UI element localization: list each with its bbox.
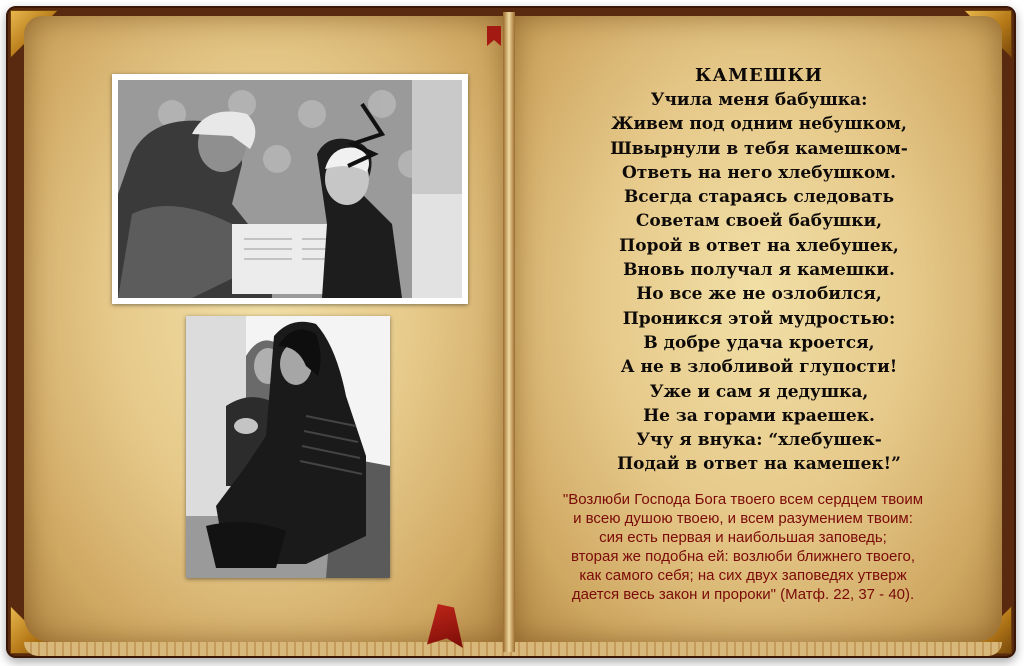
photo-grandmother-and-child: [112, 74, 468, 304]
poem-line: Учила меня бабушка:: [650, 90, 868, 110]
quote-line: и всею душою твоею, и всем разумением твоим:: [573, 510, 913, 527]
poem-line: Учу я внука: “хлебушек-: [636, 430, 882, 451]
poem-line: Ответь на него хлебушком.: [621, 162, 896, 183]
poem-line: Живем под одним небушком,: [611, 114, 907, 135]
photo-women-sitting: [186, 316, 390, 578]
quote-line: как самого себя; на сих двух заповедях утверж: [579, 567, 907, 584]
quote-line: сия есть первая и наибольшая заповедь;: [599, 529, 887, 546]
poem-line: Вновь получал я камешки.: [623, 260, 895, 281]
poem-line: Проникся этой мудростью:: [622, 308, 896, 329]
poem-title: КАМЕШКИ: [695, 65, 823, 86]
poem-line: Советам своей бабушки,: [635, 211, 883, 232]
poem-line: Всегда стараясь следовать: [623, 187, 895, 208]
poem-line: Уже и сам я дедушка,: [649, 381, 869, 402]
quote-line: вторая же подобна ей: возлюби ближнего твоего,: [570, 548, 916, 565]
poem-line: Швырнули в тебя камешком-: [610, 138, 908, 159]
quote-line: "Возлюби Господа Бога твоего всем сердцем твоим: [562, 491, 924, 508]
poem-line: Подай в ответ на камешек!”: [617, 454, 901, 475]
poem: [560, 64, 958, 477]
poem-line: В добре удача кроется,: [643, 332, 875, 353]
poem-line: Не за горами краешек.: [643, 405, 875, 426]
book-spine: [503, 12, 515, 652]
quote-line: дается весь закон и пророки" (Матф. 22, 37 - 40).: [571, 586, 915, 603]
poem-line: Порой в ответ на хлебушек,: [619, 235, 899, 256]
poem-line: А не в злобливой глупости!: [620, 357, 898, 378]
scripture-quote: [524, 490, 962, 604]
poem-line: Но все же не озлобился,: [636, 284, 882, 305]
